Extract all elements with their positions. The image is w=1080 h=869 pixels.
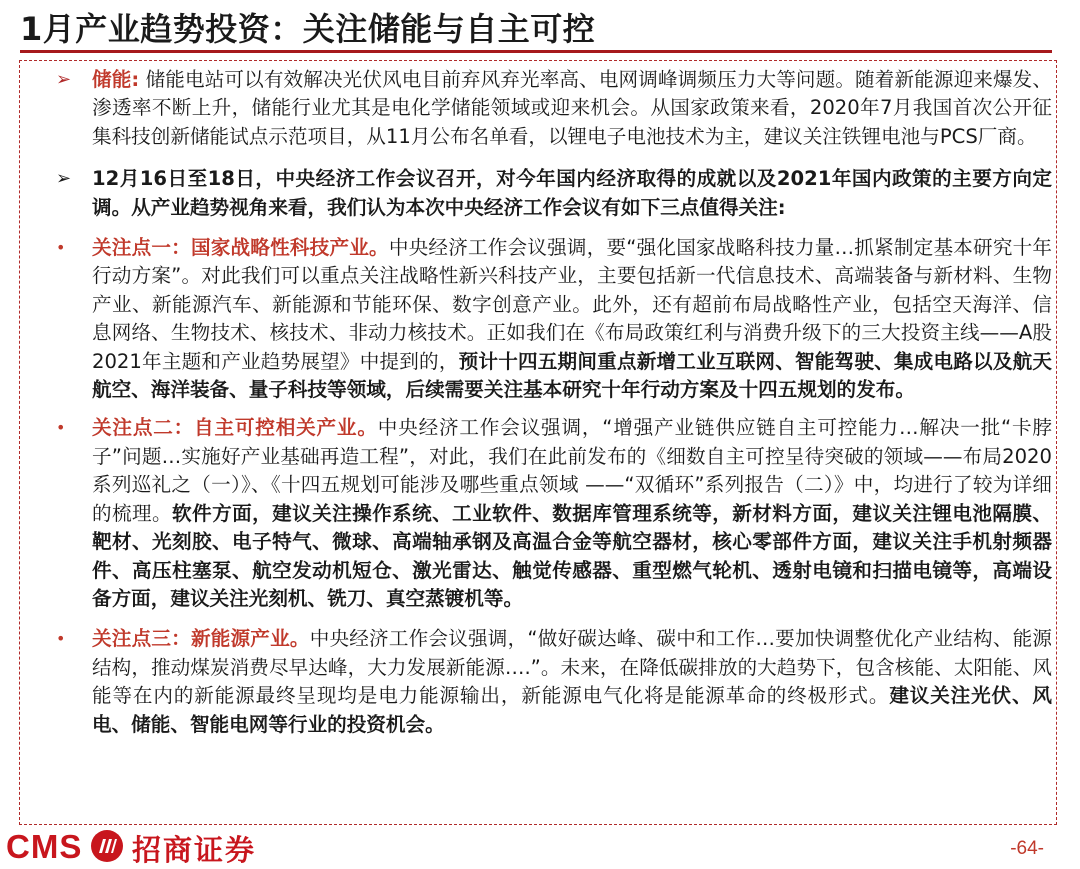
paragraph-head: 关注点三：新能源产业。	[92, 627, 310, 651]
page-number: -64-	[1010, 838, 1044, 859]
logo-en-text: CMS	[6, 828, 83, 865]
paragraph-bold-text: 建议关注光伏、风电、储能、智能电网等行业的投资机会。	[92, 684, 1053, 736]
arrow-bullet-icon: ➢	[56, 168, 72, 190]
company-logo	[6, 828, 276, 866]
paragraph-text: 中央经济工作会议强调，要“强化国家战略科技力量…抓紧制定基本研究十年行动方案”。对此我们可以重点关注战略性新兴科技产业，主要包括新一代信息技术、高端装备与新材料、生物产业、新能源汽车、新能源和节能环保、数字创意产业。此外，还有超前布局战略性产业，包括空天海洋、信息网络、生物技术、核技术、非动力核技术。正如我们在《布局政策红利与消费升级下的三大投资主线——A股2021年主题和产业趋势展望》中提到的，	[92, 236, 1052, 373]
paragraph-focus-one	[24, 234, 1060, 404]
paragraph-bold-text: 预计十四五期间重点新增工业互联网、智能驾驶、集成电路以及航天航空、海洋装备、量子科技等领域，后续需要关注基本研究十年行动方案及十四五规划的发布。	[92, 349, 1052, 402]
paragraph-text: 中央经济工作会议强调，“做好碳达峰、碳中和工作…要加快调整优化产业结构、能源结构，推动煤炭消费尽早达峰，大力发展新能源….”。未来，在降低碳排放的大趋势下，包含核能、太阳能、风能等在内的新能源最终呈现均是电力能源输出，新能源电气化将是能源革命的终极形式。	[92, 627, 1053, 708]
paragraph-bold-text: 软件方面，建议关注操作系统、工业软件、数据库管理系统等，新材料方面，建议关注锂电池隔膜、靶材、光刻胶、电子特气、微球、高端轴承钢及高温合金等航空器材，核心零部件方面，建议关注手机射频器件、高压柱塞泵、航空发动机短仓、激光雷达、触觉传感器、重型燃气轮机、透射电镜和扫描电镜等，高端设备方面，建议关注光刻机、铣刀、真空蒸镀机等。	[92, 501, 1053, 610]
dot-bullet-icon: •	[56, 418, 66, 438]
arrow-bullet-icon: ➢	[56, 69, 72, 90]
page-title: 1月产业趋势投资：关注储能与自主可控	[20, 10, 596, 48]
paragraph-head: 关注点二：自主可控相关产业。	[92, 416, 378, 440]
logo-emblem-icon	[90, 829, 124, 863]
paragraph-focus-two	[24, 414, 1060, 613]
content-body	[24, 66, 1060, 751]
paragraph-conference	[24, 165, 1060, 222]
dot-bullet-icon: •	[56, 238, 66, 258]
title-divider	[20, 50, 1052, 53]
paragraph-head: 关注点一：国家战略性科技产业。	[92, 236, 389, 260]
logo-cn-text: 招商证券	[132, 833, 257, 867]
dot-bullet-icon: •	[56, 629, 66, 649]
paragraph-text: 中央经济工作会议强调，“增强产业链供应链自主可控能力…解决一批“卡脖子”问题…实施好产业基础再造工程”，对此，我们在此前发布的《细数自主可控呈待突破的领域——布局2020系列巡礼之（一）》、《十四五规划可能涉及哪些重点领域 ——“双循环”系列报告（二）》中，均进行了较为详细的梳理。	[92, 416, 1052, 525]
paragraph-text: 12月16日至18日，中央经济工作会议召开，对今年国内经济取得的成就以及2021年国内政策的主要方向定调。从产业趋势视角来看，我们认为本次中央经济工作会议有如下三点值得关注:	[92, 167, 1052, 219]
paragraph-text: 储能电站可以有效解决光伏风电目前弃风弃光率高、电网调峰调频压力大等问题。随着新能源迎来爆发、渗透率不断上升，储能行业尤其是电化学储能领域或迎来机会。从国家政策来看，2020年7月我国首次公开征集科技创新储能试点示范项目，从11月公布名单看，以锂电子电池技术为主，建议关注铁锂电池与PCS厂商。	[92, 68, 1052, 148]
paragraph-focus-three	[24, 625, 1060, 739]
paragraph-head: 储能:	[92, 68, 140, 91]
paragraph-energy-storage	[24, 66, 1060, 151]
